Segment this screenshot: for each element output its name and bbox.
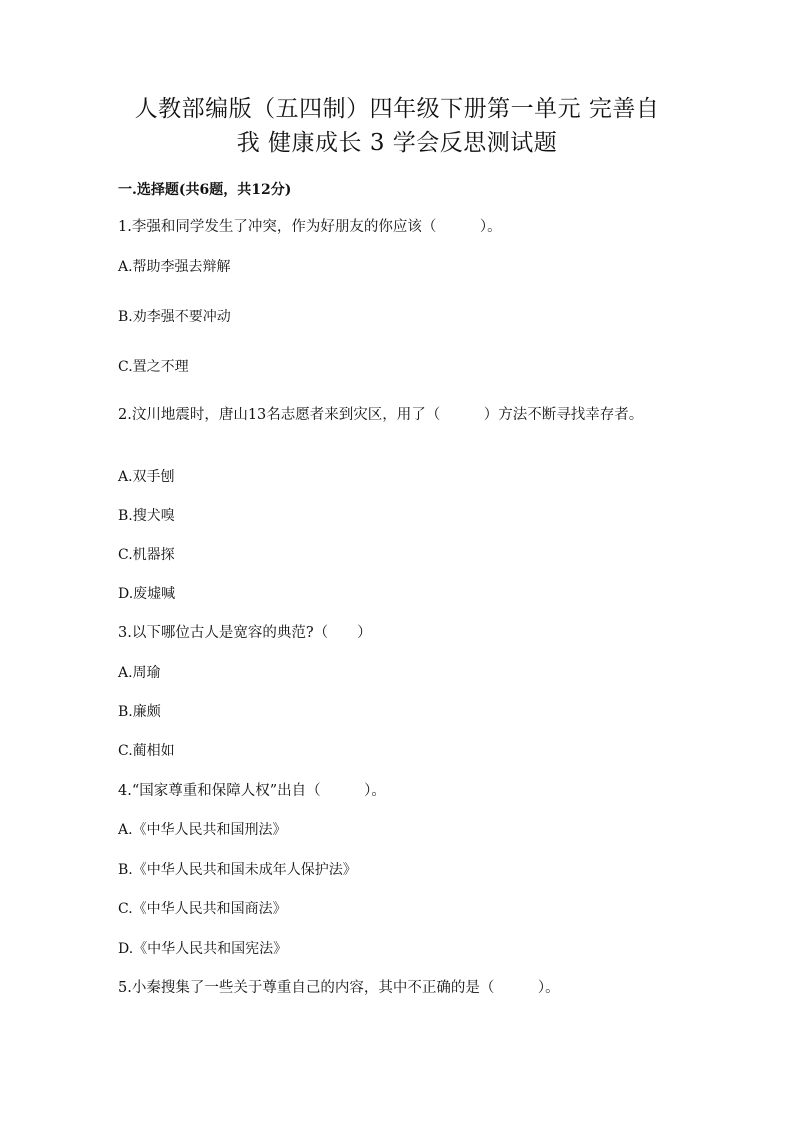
- question-1-option-b: B.劝李强不要冲动: [118, 309, 231, 325]
- title-line-1: 人教部编版（五四制）四年级下册第一单元 完善自: [134, 96, 660, 122]
- question-1: 1.李强和同学发生了冲突，作为好朋友的你应该（ ）。: [118, 219, 502, 235]
- question-2: 2.汶川地震时，唐山13名志愿者来到灾区，用了（ ）方法不断寻找幸存者。: [118, 407, 644, 423]
- question-3-option-c: C.蔺相如: [118, 743, 175, 759]
- question-4-option-d: D.《中华人民共和国宪法》: [118, 941, 288, 957]
- question-3-option-a: A.周瑜: [118, 665, 161, 681]
- question-4-option-a: A.《中华人民共和国刑法》: [118, 822, 287, 838]
- question-4-option-b: B.《中华人民共和国未成年人保护法》: [118, 862, 357, 878]
- question-4: 4.“国家尊重和保障人权”出自（ ）。: [118, 783, 386, 799]
- page-title: [110, 92, 684, 160]
- title-line-2: 我 健康成长 3 学会反思测试题: [236, 130, 558, 156]
- question-3-option-b: B.廉颇: [118, 704, 161, 720]
- question-5: 5.小秦搜集了一些关于尊重自己的内容，其中不正确的是（ ）。: [118, 980, 560, 996]
- question-2-option-d: D.废墟喊: [118, 586, 176, 602]
- section-heading: 一.选择题(共6题，共12分): [118, 182, 292, 198]
- question-2-option-b: B.搜犬嗅: [118, 508, 175, 524]
- question-1-option-a: A.帮助李强去辩解: [118, 259, 231, 275]
- question-4-option-c: C.《中华人民共和国商法》: [118, 901, 287, 917]
- question-3: 3.以下哪位古人是宽容的典范?（ ）: [118, 625, 372, 641]
- question-2-option-a: A.双手刨: [118, 469, 175, 485]
- question-2-option-c: C.机器探: [118, 547, 175, 563]
- question-1-option-c: C.置之不理: [118, 359, 189, 375]
